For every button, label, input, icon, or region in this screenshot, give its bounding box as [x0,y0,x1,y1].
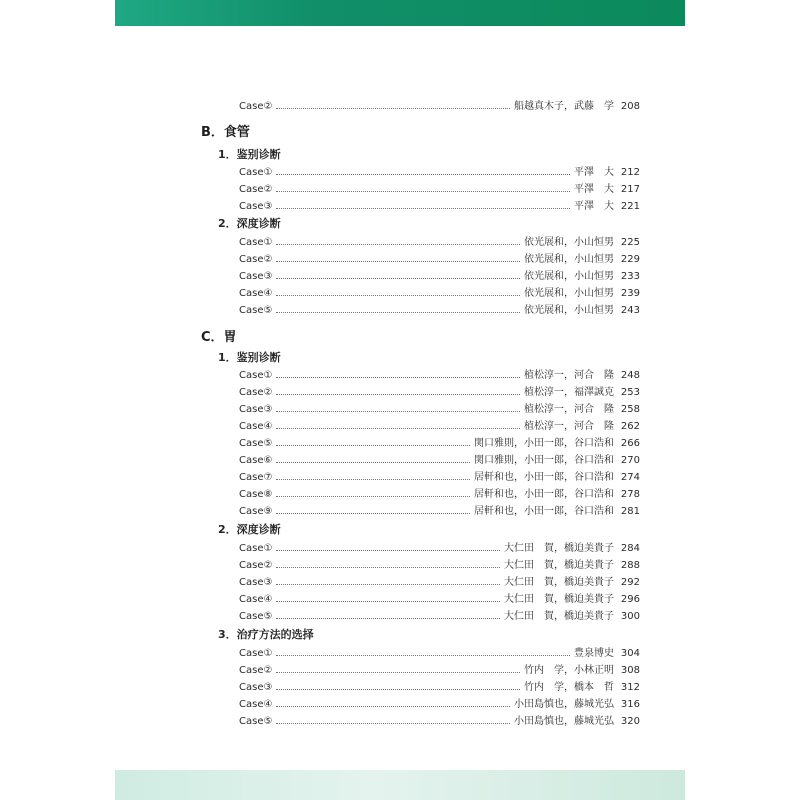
dot-leader [276,294,520,296]
toc-entry-author: 竹内 学，小林正明 [524,665,614,676]
toc-entry-case: Case① [239,167,273,178]
toc-entry-case: Case② [239,101,273,112]
toc-entry-case: Case① [239,648,273,659]
toc-entry-author: 居軒和也，小田一郎，谷口浩和 [474,506,614,517]
toc-entry-author: 竹内 学，橋本 哲 [524,682,614,693]
dot-leader [276,654,570,656]
dot-leader [276,427,520,429]
toc-entry-case: Case⑤ [239,716,273,727]
toc-entry [239,418,640,435]
toc-entry [239,251,640,268]
toc-entry-author: 関口雅則，小田一郎，谷口浩和 [474,455,614,466]
dot-leader [276,107,510,109]
toc-entry-author: 依光展和，小山恒男 [524,305,614,316]
toc-entry-author: 植松淳一，河合 隆 [524,404,614,415]
dot-leader [276,705,510,707]
bottom-green-band [115,770,685,800]
toc-entry-author: 大仁田 賀，橋迫美貴子 [504,560,614,571]
section-heading-stomach: C．胃 [201,330,237,345]
dot-leader [276,722,510,724]
toc-entry-case: Case② [239,665,273,676]
toc-entry-page: 262 [620,421,640,432]
toc-entry-case: Case⑥ [239,455,273,466]
dot-leader [276,549,500,551]
toc-entry [239,540,640,557]
dot-leader [276,617,500,619]
toc-entry-page: 274 [620,472,640,483]
toc-entry-case: Case⑤ [239,611,273,622]
section-heading-esophagus: B．食管 [201,125,250,140]
toc-entry-page: 296 [620,594,640,605]
toc-entry-page: 253 [620,387,640,398]
toc-entry-case: Case④ [239,421,273,432]
toc-entry [239,469,640,486]
toc-entry-author: 依光展和，小山恒男 [524,254,614,265]
subsection-heading: 2．深度诊断 [218,217,281,230]
dot-leader [276,173,570,175]
toc-entry [239,164,640,181]
toc-entry-case: Case④ [239,699,273,710]
toc-entry-author: 平澤 大 [574,167,614,178]
toc-entry [239,198,640,215]
toc-entry-author: 居軒和也，小田一郎，谷口浩和 [474,489,614,500]
toc-entry-page: 284 [620,543,640,554]
toc-entry-case: Case③ [239,682,273,693]
top-green-band [115,0,685,26]
toc-entry [239,713,640,730]
dot-leader [276,190,570,192]
toc-entry-case: Case① [239,543,273,554]
toc-entry [239,591,640,608]
dot-leader [276,207,570,209]
dot-leader [276,671,520,673]
toc-entry-page: 300 [620,611,640,622]
toc-entry-case: Case① [239,237,273,248]
toc-entry [239,384,640,401]
toc-entry [239,435,640,452]
toc-entry [239,302,640,319]
toc-entry-page: 233 [620,271,640,282]
toc-entry-author: 大仁田 賀，橋迫美貴子 [504,594,614,605]
toc-entry-page: 229 [620,254,640,265]
toc-entry [239,268,640,285]
dot-leader [276,444,470,446]
toc-entry-case: Case⑤ [239,305,273,316]
toc-entry-author: 船越真木子，武藤 学 [514,101,614,112]
toc-entry-page: 266 [620,438,640,449]
toc-entry-page: 221 [620,201,640,212]
toc-entry [239,574,640,591]
toc-entry [239,608,640,625]
toc-entry-author: 平澤 大 [574,184,614,195]
toc-entry [239,98,640,115]
toc-entry [239,662,640,679]
toc-entry-page: 248 [620,370,640,381]
toc-entry-case: Case④ [239,288,273,299]
subsection-heading: 2．深度诊断 [218,523,281,536]
toc-entry-case: Case① [239,370,273,381]
toc-entry-author: 居軒和也，小田一郎，谷口浩和 [474,472,614,483]
toc-entry-page: 225 [620,237,640,248]
dot-leader [276,566,500,568]
toc-entry-author: 大仁田 賀，橋迫美貴子 [504,543,614,554]
toc-entry-author: 植松淳一，河合 隆 [524,370,614,381]
subsection-heading: 3．治疗方法的选择 [218,628,314,641]
toc-entry [239,696,640,713]
dot-leader [276,600,500,602]
toc-entry-case: Case⑤ [239,438,273,449]
toc-entry-case: Case② [239,387,273,398]
toc-entry-page: 281 [620,506,640,517]
toc-entry-case: Case② [239,560,273,571]
toc-entry-page: 212 [620,167,640,178]
toc-entry-page: 217 [620,184,640,195]
toc-entry-page: 239 [620,288,640,299]
dot-leader [276,260,520,262]
toc-entry-case: Case② [239,254,273,265]
subsection-heading: 1．鉴别诊断 [218,148,281,161]
toc-entry-author: 関口雅則，小田一郎，谷口浩和 [474,438,614,449]
toc-entry-author: 小田島慎也，藤城光弘 [514,699,614,710]
toc-entry-case: Case⑨ [239,506,273,517]
toc-entry-case: Case⑧ [239,489,273,500]
toc-entry-author: 植松淳一，河合 隆 [524,421,614,432]
dot-leader [276,376,520,378]
toc-entry [239,285,640,302]
toc-entry-author: 依光展和，小山恒男 [524,271,614,282]
toc-entry-author: 小田島慎也，藤城光弘 [514,716,614,727]
toc-entry [239,645,640,662]
toc-entry-author: 植松淳一，福澤誠克 [524,387,614,398]
dot-leader [276,410,520,412]
subsection-heading: 1．鉴别诊断 [218,351,281,364]
toc-entry [239,367,640,384]
dot-leader [276,311,520,313]
toc-entry-page: 208 [620,101,640,112]
toc-entry-page: 258 [620,404,640,415]
toc-entry-author: 平澤 大 [574,201,614,212]
toc-entry-case: Case② [239,184,273,195]
toc-entry-page: 320 [620,716,640,727]
toc-entry [239,679,640,696]
toc-entry [239,486,640,503]
toc-entry-case: Case④ [239,594,273,605]
toc-entry [239,401,640,418]
dot-leader [276,495,470,497]
toc-entry-author: 大仁田 賀，橋迫美貴子 [504,611,614,622]
toc-entry [239,234,640,251]
dot-leader [276,243,520,245]
toc-entry-author: 大仁田 賀，橋迫美貴子 [504,577,614,588]
dot-leader [276,393,520,395]
toc-entry-page: 316 [620,699,640,710]
toc-entry [239,181,640,198]
toc-entry-case: Case③ [239,577,273,588]
toc-entry-author: 依光展和，小山恒男 [524,237,614,248]
toc-entry-case: Case③ [239,404,273,415]
toc-entry-case: Case③ [239,201,273,212]
dot-leader [276,478,470,480]
toc-entry-page: 308 [620,665,640,676]
toc-entry-page: 243 [620,305,640,316]
toc-entry [239,557,640,574]
dot-leader [276,583,500,585]
toc-entry [239,452,640,469]
dot-leader [276,512,470,514]
toc-entry-page: 292 [620,577,640,588]
toc-entry-page: 270 [620,455,640,466]
toc-entry-case: Case⑦ [239,472,273,483]
toc-entry-page: 288 [620,560,640,571]
dot-leader [276,688,520,690]
toc-entry-author: 依光展和，小山恒男 [524,288,614,299]
dot-leader [276,461,470,463]
dot-leader [276,277,520,279]
toc-entry-page: 278 [620,489,640,500]
toc-entry-page: 304 [620,648,640,659]
toc-entry-page: 312 [620,682,640,693]
toc-entry [239,503,640,520]
toc-entry-case: Case③ [239,271,273,282]
toc-entry-author: 豊泉博史 [574,648,614,659]
